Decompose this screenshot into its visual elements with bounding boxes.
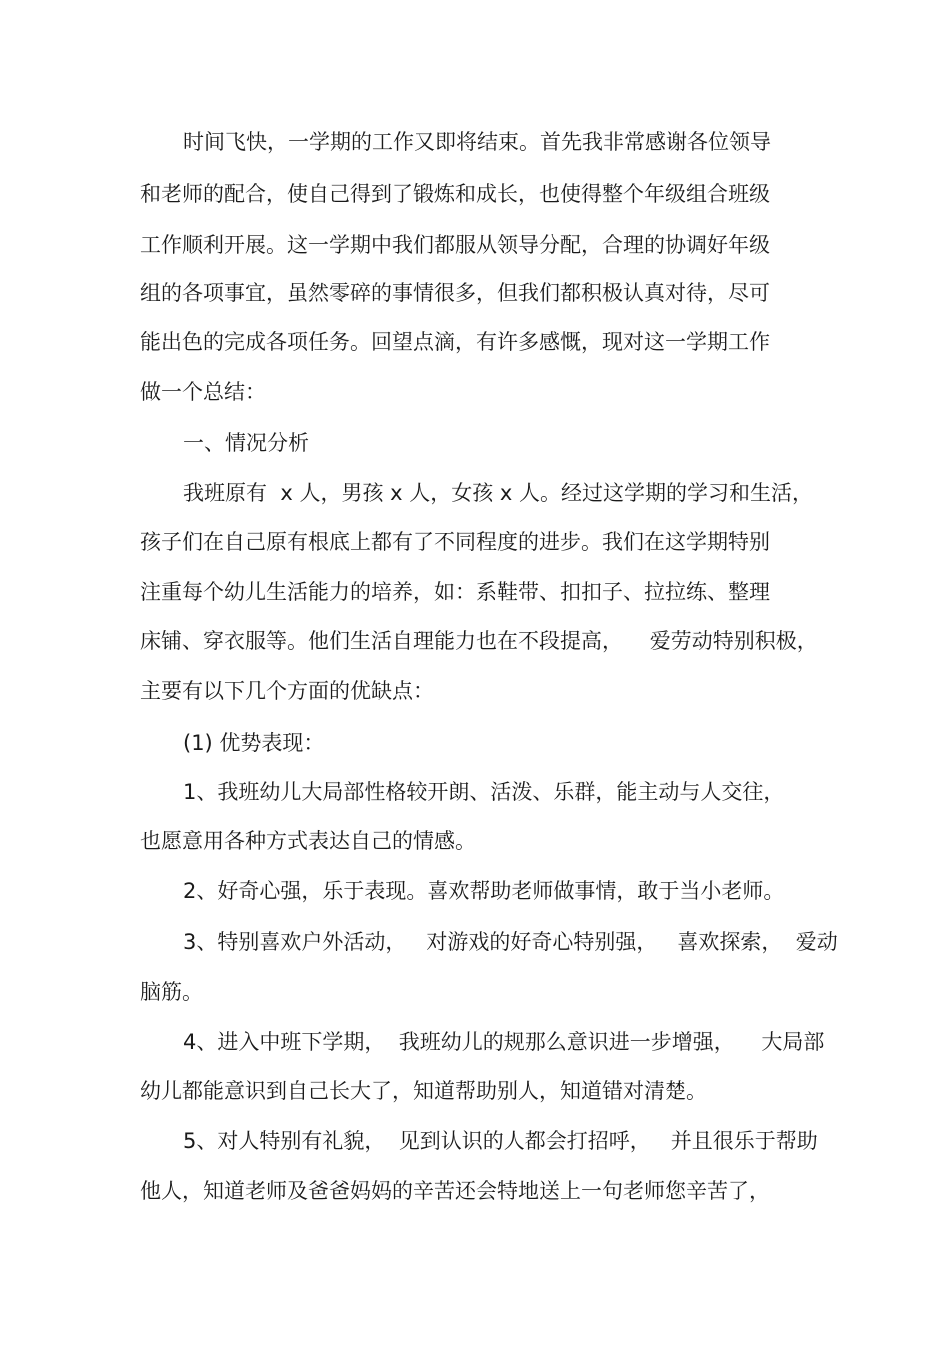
paragraph-line: 组的各项事宜，虽然零碎的事情很多，但我们都积极认真对待，尽可 [140,281,770,305]
paragraph-line: 注重每个幼儿生活能力的培养，如：系鞋带、扣扣子、拉拉练、整理 [140,580,770,604]
paragraph-line: 和老师的配合，使自己得到了锻炼和成长，也使得整个年级组合班级 [140,182,770,206]
paragraph-line: 主要有以下几个方面的优缺点： [140,679,434,703]
section-heading: 一、情况分析 [183,431,309,455]
subsection-heading: (1) 优势表现： [183,731,325,755]
paragraph-line: 孩子们在自己原有根底上都有了不同程度的进步。我们在这学期特别 [140,530,770,554]
list-item-line: 4、进入中班下学期， 我班幼儿的规那么意识进一步增强， 大局部 [183,1030,825,1054]
paragraph-line: 工作顺利开展。这一学期中我们都服从领导分配，合理的协调好年级 [140,233,770,257]
list-item-line: 他人，知道老师及爸爸妈妈的辛苦还会特地送上一句老师您辛苦了， [140,1179,770,1203]
paragraph-line: 我班原有 x 人，男孩 x 人，女孩 x 人。经过这学期的学习和生活， [183,481,814,505]
list-item-line: 1、我班幼儿大局部性格较开朗、活泼、乐群，能主动与人交往， [183,780,785,804]
list-item-line: 3、特别喜欢户外活动， 对游戏的好奇心特别强， 喜欢探索， 爱动 [183,930,838,954]
paragraph-line: 时间飞快，一学期的工作又即将结束。首先我非常感谢各位领导 [183,130,771,154]
list-item-line: 幼儿都能意识到自己长大了，知道帮助别人，知道错对清楚。 [140,1079,707,1103]
paragraph-line: 做一个总结： [140,380,266,404]
list-item-line: 2、好奇心强，乐于表现。喜欢帮助老师做事情，敢于当小老师。 [183,879,785,903]
paragraph-line: 床铺、穿衣服等。他们生活自理能力也在不段提高， 爱劳动特别积极， [140,629,818,653]
list-item-line: 5、对人特别有礼貌， 见到认识的人都会打招呼， 并且很乐于帮助 [183,1129,818,1153]
list-item-line: 也愿意用各种方式表达自己的情感。 [140,829,476,853]
paragraph-line: 能出色的完成各项任务。回望点滴，有许多感慨，现对这一学期工作 [140,330,770,354]
list-item-line: 脑筋。 [140,980,203,1004]
